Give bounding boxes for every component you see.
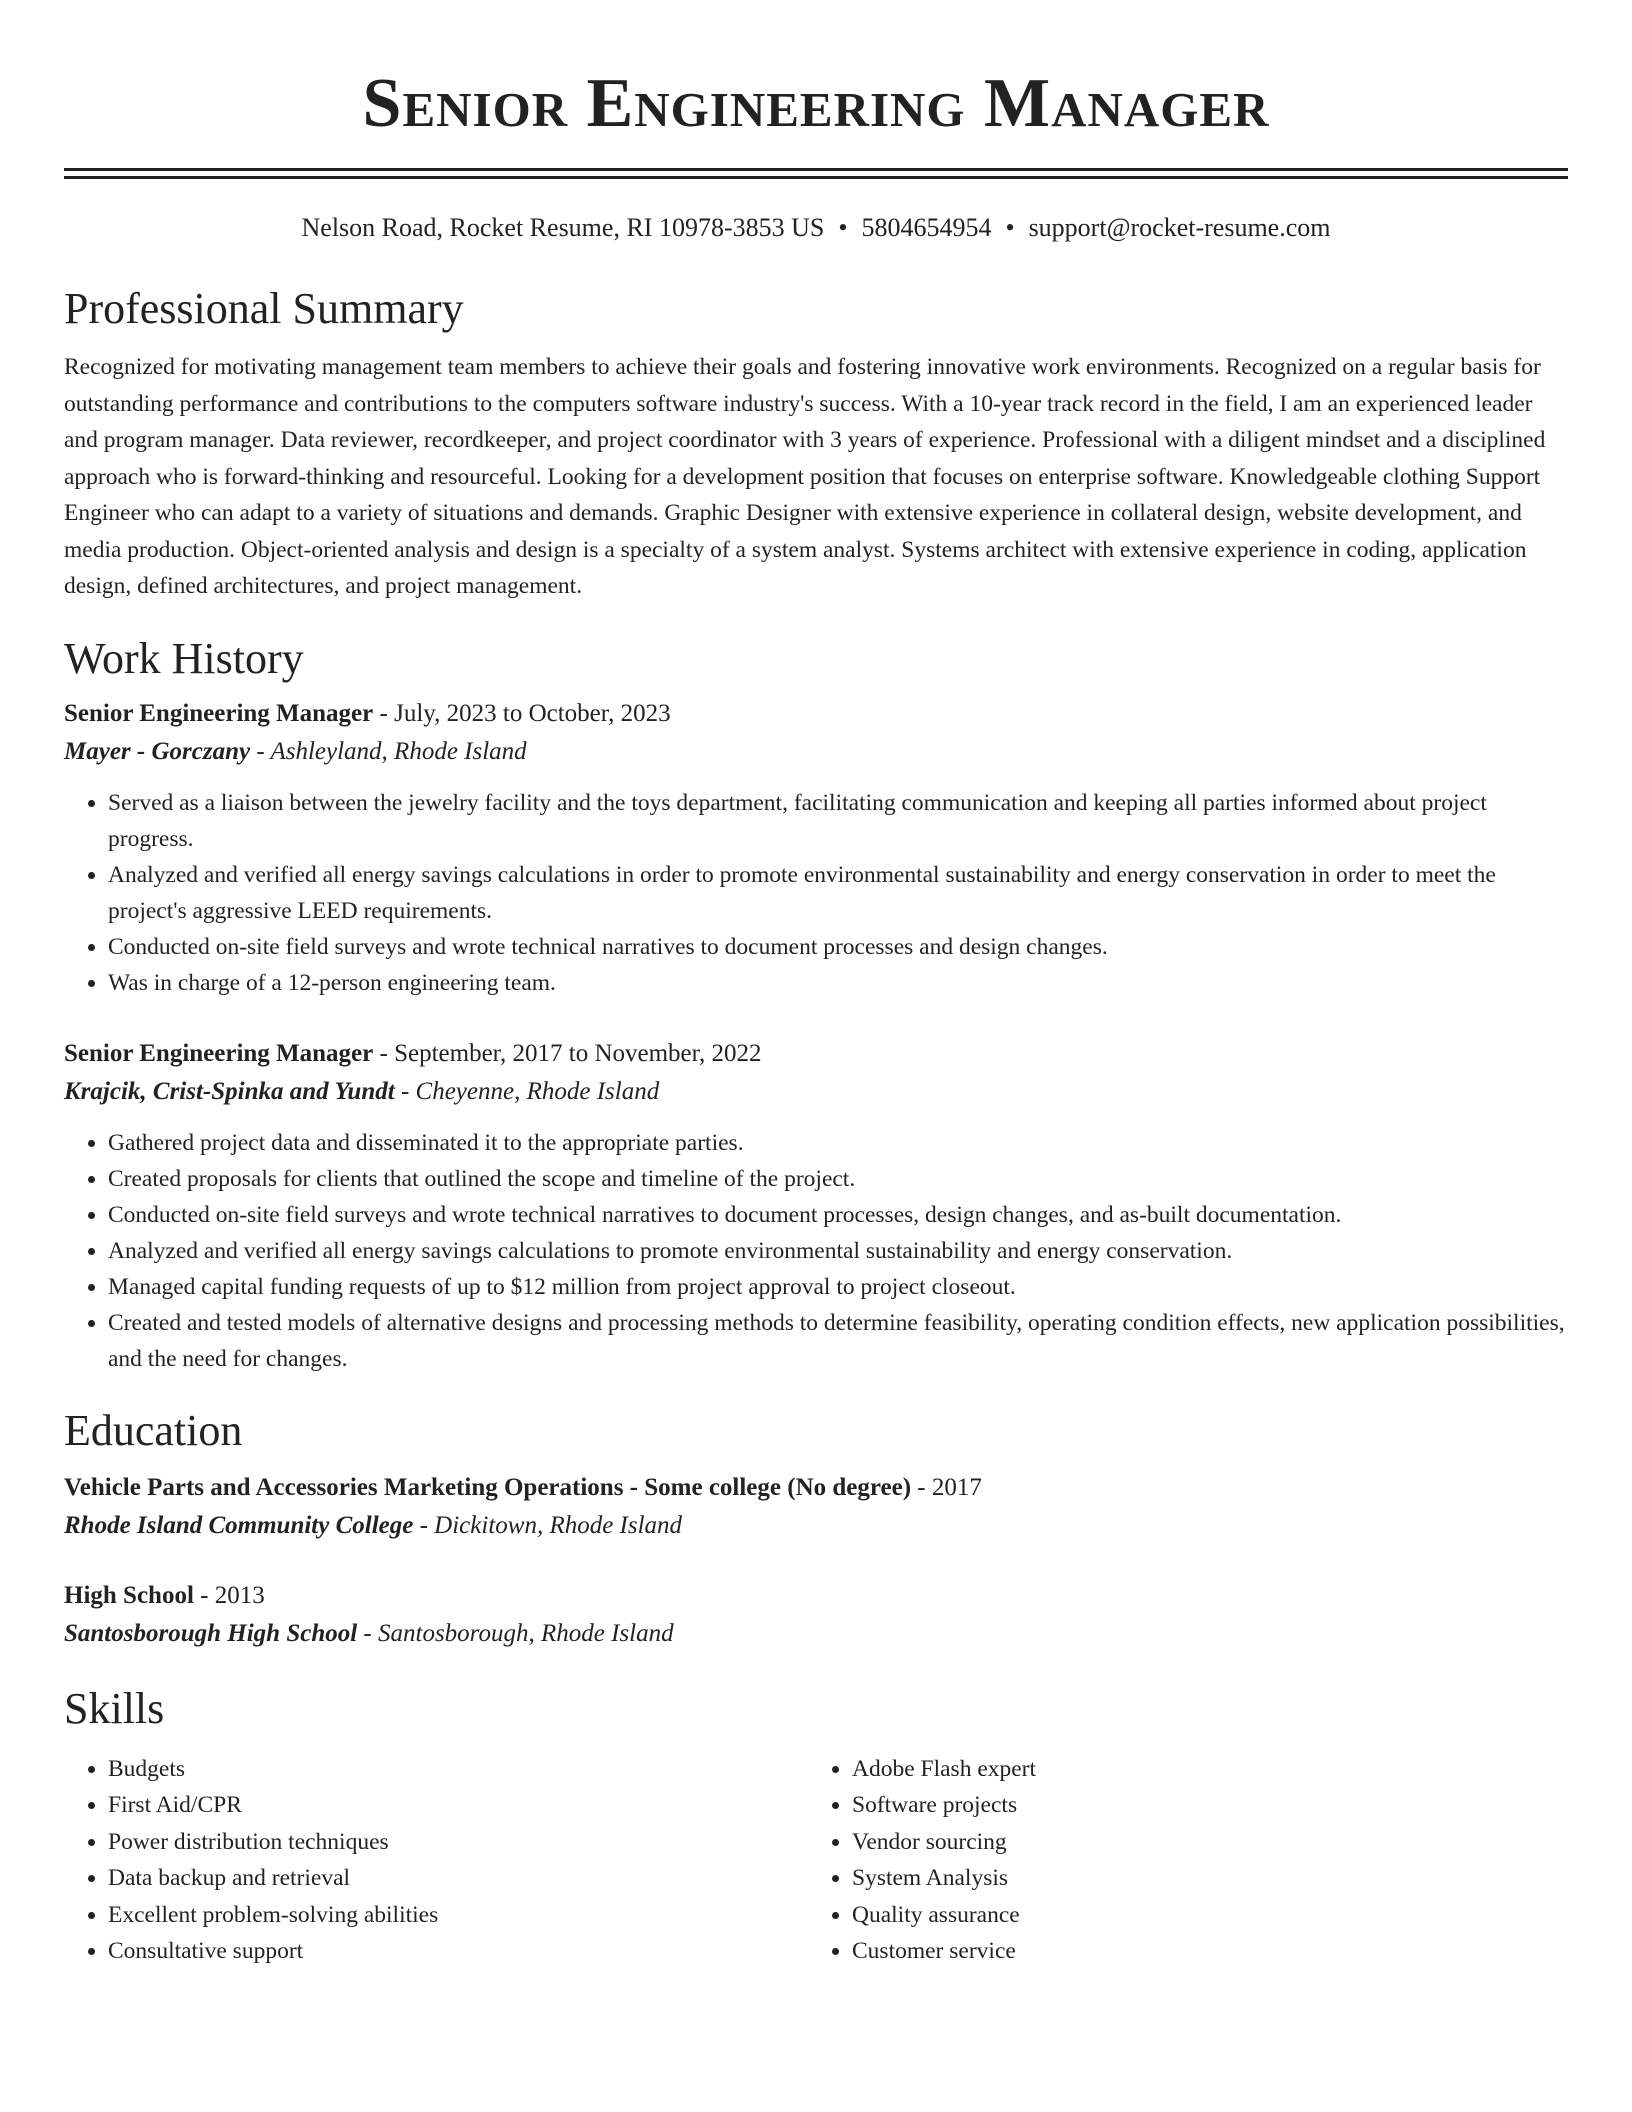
skills-list	[64, 1751, 808, 1970]
job-title-line	[64, 695, 1568, 733]
job-role: Senior Engineering Manager	[64, 699, 374, 727]
skills-column-left	[64, 1751, 808, 1970]
job-company-line	[64, 1073, 1568, 1111]
job-title-line	[64, 1035, 1568, 1073]
skills-heading: Skills	[64, 1683, 165, 1733]
skill-item: • System Analysis	[852, 1860, 1552, 1897]
work-history-heading: Work History	[64, 633, 304, 683]
education-entry	[64, 1577, 1568, 1653]
job-bullet: • Managed capital funding requests of up to $12 million from project approval to project closeout.	[108, 1269, 1568, 1305]
education-degree: High School	[64, 1581, 194, 1609]
contact-phone: 5804654954	[861, 213, 992, 242]
job-bullet: • Created and tested models of alternative designs and processing methods to determine feasibility, operating condition effects, new application possibilities, and the need for changes.	[108, 1305, 1568, 1377]
job-entry	[64, 695, 1568, 1001]
education-heading: Education	[64, 1405, 243, 1455]
contact-email: support@rocket-resume.com	[1028, 213, 1331, 242]
skills-column-right	[808, 1751, 1552, 1970]
skills-list	[808, 1751, 1552, 1970]
job-location: - Ashleyland, Rhode Island	[250, 737, 527, 765]
job-company: Krajcik, Crist-Spinka and Yundt	[64, 1077, 395, 1105]
skill-item: • Excellent problem-solving abilities	[108, 1897, 808, 1934]
job-bullet: • Conducted on-site field surveys and wrote technical narratives to document processes, design changes, and as-built documentation.	[108, 1197, 1568, 1233]
job-dates: - July, 2023 to October, 2023	[373, 699, 671, 727]
job-bullet: • Analyzed and verified all energy savings calculations to promote environmental sustainability and energy conservation.	[108, 1233, 1568, 1269]
education-school: Santosborough High School	[64, 1619, 358, 1647]
skill-item: • Software projects	[852, 1787, 1552, 1824]
skill-item: • Quality assurance	[852, 1897, 1552, 1934]
job-bullet: • Served as a liaison between the jewelry facility and the toys department, facilitating communication and keeping all parties informed about project progress.	[108, 785, 1568, 857]
education-location: - Santosborough, Rhode Island	[357, 1619, 674, 1647]
skill-item: • Adobe Flash expert	[852, 1751, 1552, 1788]
skill-item: • First Aid/CPR	[108, 1787, 808, 1824]
skill-item: • Vendor sourcing	[852, 1824, 1552, 1861]
contact-line	[64, 213, 1568, 243]
job-bullet: • Conducted on-site field surveys and wrote technical narratives to document processes and design changes.	[108, 929, 1568, 965]
skill-item: • Data backup and retrieval	[108, 1860, 808, 1897]
job-company: Mayer - Gorczany	[64, 737, 251, 765]
education-location: - Dickitown, Rhode Island	[413, 1511, 683, 1539]
skill-item: • Consultative support	[108, 1933, 808, 1970]
contact-separator: •	[1005, 213, 1015, 242]
education-school: Rhode Island Community College	[64, 1511, 414, 1539]
education-degree-line	[64, 1577, 1568, 1615]
job-bullets	[64, 1125, 1568, 1377]
skill-item: • Customer service	[852, 1933, 1552, 1970]
job-role: Senior Engineering Manager	[64, 1039, 374, 1067]
education-year: - 2013	[193, 1581, 265, 1609]
job-bullet: • Gathered project data and disseminated it to the appropriate parties.	[108, 1125, 1568, 1161]
contact-separator: •	[838, 213, 848, 242]
education-degree-line	[64, 1469, 1568, 1507]
education-year: - 2017	[911, 1473, 982, 1501]
resume-name-heading: Senior Engineering Manager	[362, 65, 1270, 142]
header-rule-bottom	[64, 176, 1568, 179]
education-entry	[64, 1469, 1568, 1545]
skill-item: • Budgets	[108, 1751, 808, 1788]
job-dates: - September, 2017 to November, 2022	[373, 1039, 762, 1067]
resume-page	[64, 0, 1568, 1970]
education-school-line	[64, 1507, 1568, 1545]
job-bullet: • Analyzed and verified all energy savings calculations in order to promote environmental sustainability and energy conservation in order to meet the project's aggressive LEED requirements.	[108, 857, 1568, 929]
skills-columns	[64, 1751, 1568, 1970]
contact-address: Nelson Road, Rocket Resume, RI 10978-3853 US	[301, 213, 825, 242]
skill-item: • Power distribution techniques	[108, 1824, 808, 1861]
job-bullet: • Created proposals for clients that outlined the scope and timeline of the project.	[108, 1161, 1568, 1197]
job-location: - Cheyenne, Rhode Island	[394, 1077, 660, 1105]
job-bullet: • Was in charge of a 12-person engineering team.	[108, 965, 1568, 1001]
summary-heading: Professional Summary	[64, 284, 464, 333]
education-degree: Vehicle Parts and Accessories Marketing Operations - Some college (No degree)	[64, 1473, 912, 1501]
job-company-line	[64, 733, 1568, 771]
job-bullets	[64, 785, 1568, 1001]
job-entry	[64, 1035, 1568, 1377]
summary-text: Recognized for motivating management team members to achieve their goals and fostering innovative work environments. Recognized on a regular basis for outstanding performance and contributions to the computers software industry's success. With a 10-year track record in the field, I am an experienced leader and program manager. Data reviewer, recordkeeper, and project coordinator with 3 years of experience. Professional with a diligent mindset and a disciplined approach who is forward-thinking and resourceful. Looking for a development position that focuses on enterprise software. Knowledgeable clothing Support Engineer who can adapt to a variety of situations and demands. Graphic Designer with extensive experience in collateral design, website development, and media production. Object-oriented analysis and design is a specialty of a system analyst. Systems architect with extensive experience in coding, application design, defined architectures, and project management.	[64, 354, 1546, 599]
education-school-line	[64, 1615, 1568, 1653]
